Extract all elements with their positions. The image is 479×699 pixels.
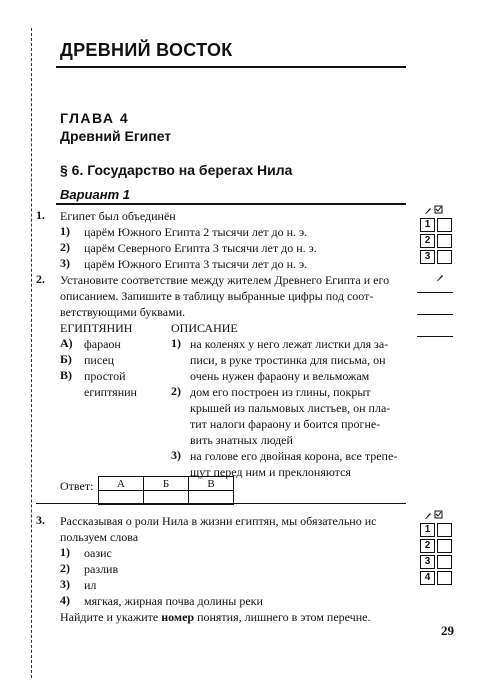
q3-option-4-number: 4) [60,593,70,607]
question-separator [36,503,406,504]
q2-write-line-2 [417,314,453,315]
q3-box-1[interactable]: 1 [420,523,435,537]
q3-box-3[interactable]: 3 [420,555,435,569]
q3-check-2[interactable] [437,539,452,553]
q3-option-3-number: 3) [60,577,70,591]
q2-right-2-line-4: вить знатных людей [190,433,293,447]
chapter-label: ГЛАВА 4 [60,110,130,126]
q2-right-1-line-3: очень нужен фараону и вельможам [190,369,370,383]
q2-answer-label: Ответ: [60,479,94,493]
q3-check-4[interactable] [437,571,452,585]
pencil-icon [436,272,446,285]
q2-left-1-letter: А) [60,336,73,350]
q3-instruction-bold: номер [161,610,195,624]
q3-option-2-number: 2) [60,561,70,575]
question-1-stem: Египет был объединён [60,209,176,223]
q1-option-2-number: 2) [60,240,70,254]
q2-right-2-number: 2) [171,384,181,398]
q3-stem-line-2: пользуем слова [60,530,139,544]
q2-col-right-header: ОПИСАНИЕ [171,321,238,335]
q2-stem-line-3: ветствующими буквами. [60,305,186,319]
q2-right-1-line-2: писи, в руке тростинка для письма, он [190,353,386,367]
q3-instruction-pre: Найдите и укажите [60,610,162,624]
page-number: 29 [441,623,454,638]
q1-box-1[interactable]: 1 [420,218,435,232]
q2-right-1-line-1: на коленях у него лежат листки для за- [190,337,389,351]
q2-write-line-1 [417,292,453,293]
question-1-number: 1. [36,208,45,222]
q1-option-1-number: 1) [60,224,70,238]
margin-dashed-line [31,28,32,678]
answer-header-b: Б [144,477,189,491]
q2-right-3-number: 3) [171,448,181,462]
q2-right-2-line-3: тит налоги фараону и боится прогне- [190,417,381,431]
q3-option-1-number: 1) [60,545,70,559]
paragraph-title: § 6. Государство на берегах Нила [60,162,293,178]
q2-left-2-letter: Б) [60,352,72,366]
q1-option-2: царём Северного Египта 3 тысячи лет до н. э. [84,241,317,255]
question-3-number: 3. [36,513,45,527]
pencil-check-icon [424,205,444,218]
variant-rule [56,203,406,205]
q2-right-1-number: 1) [171,336,181,350]
answer-header-v: В [189,477,234,491]
q2-col-left-header: ЕГИПТЯНИН [60,321,133,335]
q3-box-2[interactable]: 2 [420,539,435,553]
q1-box-3[interactable]: 3 [420,250,435,264]
q1-check-2[interactable] [437,234,452,248]
answer-header-a: А [99,477,144,491]
q3-stem-line-1: Рассказывая о роли Нила в жизни египтян, мы обязательно ис [60,514,377,528]
title-rule [56,66,406,68]
q3-check-3[interactable] [437,555,452,569]
q2-right-3-line-2: щут перед ним и преклоняются [190,465,351,479]
q1-box-2[interactable]: 2 [420,234,435,248]
q1-option-3: царём Южного Египта 3 тысячи лет до н. э. [84,257,308,271]
q1-answer-boxes [420,218,452,264]
q2-left-3-letter: В) [60,368,72,382]
q3-option-3: ил [84,578,97,592]
section-title: ДРЕВНИЙ ВОСТОК [60,40,233,60]
q2-left-1: фараон [84,337,121,351]
q2-answer-table [98,476,234,505]
q1-option-3-number: 3) [60,256,70,270]
q2-left-2: писец [84,353,115,367]
q3-box-4[interactable]: 4 [420,571,435,585]
q2-right-3-line-1: на голове его двойная корона, все трепе- [190,449,398,463]
q3-check-1[interactable] [437,523,452,537]
q2-right-2-line-1: дом его построен из глины, покрыт [190,385,371,399]
pencil-check-icon-2 [424,510,444,523]
q2-stem-line-2: описанием. Запишите в таблицу выбранные цифры под соот- [60,289,374,303]
q2-left-3: простой [84,369,126,383]
q2-write-line-3 [417,336,453,337]
question-2-number: 2. [36,272,45,286]
q2-stem-line-1: Установите соответствие между жителем Древнего Египта и его [60,273,390,287]
q3-option-1: оазис [84,546,112,560]
q1-check-1[interactable] [437,218,452,232]
q1-check-3[interactable] [437,250,452,264]
q3-option-2: разлив [84,562,119,576]
q3-instruction [60,609,370,625]
variant-label: Вариант 1 [60,187,130,202]
q3-instruction-post: понятия, лишнего в этом перечне. [194,610,371,624]
q2-left-3-cont: египтянин [84,385,137,399]
q2-right-2-line-2: крышей из пальмовых листьев, он пла- [190,401,391,415]
chapter-name: Древний Египет [60,128,172,144]
q3-answer-boxes [420,523,452,585]
q1-option-1: царём Южного Египта 2 тысячи лет до н. э. [84,225,308,239]
q3-option-4: мягкая, жирная почва долины реки [84,594,263,608]
